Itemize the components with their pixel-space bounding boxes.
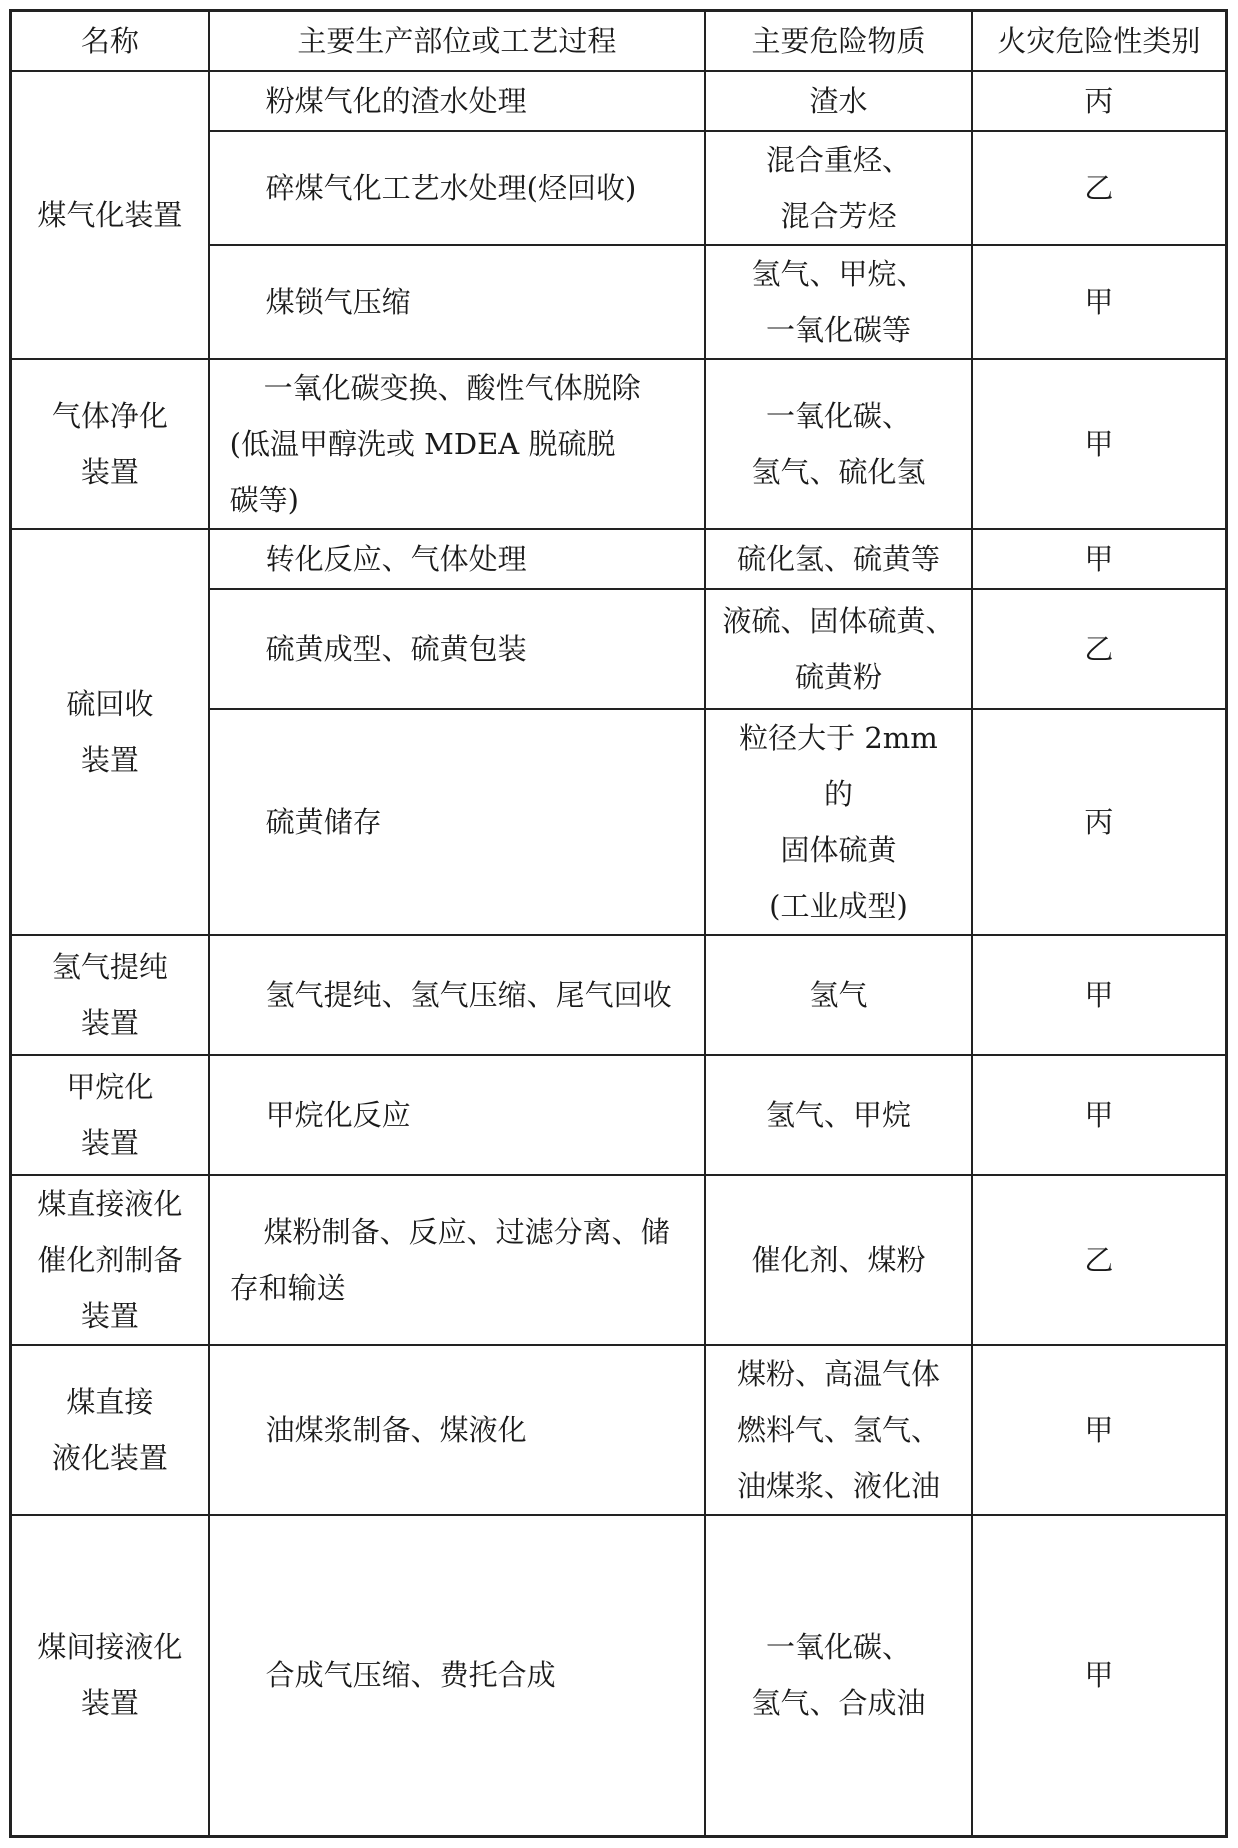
device-name-line: 装置 xyxy=(80,1125,139,1160)
material-cell xyxy=(705,709,972,935)
hazard-table xyxy=(9,9,1228,1838)
process-cell xyxy=(209,245,706,359)
material-line: 硫化氢、硫黄等 xyxy=(736,541,940,576)
header-name: 名称 xyxy=(11,11,209,71)
device-name-cell xyxy=(11,1345,209,1515)
table-row xyxy=(11,1175,1227,1345)
device-name-cell xyxy=(11,1055,209,1175)
process-line: 甲烷化反应 xyxy=(265,1097,411,1132)
category-cell: 甲 xyxy=(972,1345,1227,1515)
process-line: 硫黄储存 xyxy=(265,804,382,839)
process-cell xyxy=(209,529,706,589)
device-name-cell xyxy=(11,71,209,359)
material-line: 硫黄粉 xyxy=(794,659,882,694)
category-cell: 甲 xyxy=(972,359,1227,529)
process-line: 存和输送 xyxy=(229,1270,346,1305)
material-line: 氢气、合成油 xyxy=(751,1686,926,1721)
material-line: 固体硫黄 xyxy=(780,832,897,867)
category-cell: 甲 xyxy=(972,529,1227,589)
device-name-line: 煤气化装置 xyxy=(37,197,183,232)
material-line: 氢气、甲烷、 xyxy=(751,256,926,291)
material-cell xyxy=(705,359,972,529)
header-row xyxy=(11,11,1227,71)
device-name-cell xyxy=(11,935,209,1055)
process-line: 油煤浆制备、煤液化 xyxy=(265,1412,527,1447)
device-name-line: 煤直接 xyxy=(66,1384,154,1419)
process-line: 一氧化碳变换、酸性气体脱除 xyxy=(263,370,641,405)
process-line: (低温甲醇洗或 MDEA 脱硫脱 xyxy=(229,426,616,461)
process-line: 硫黄成型、硫黄包装 xyxy=(265,631,527,666)
material-line: 催化剂、煤粉 xyxy=(751,1242,926,1277)
device-name-line: 装置 xyxy=(80,1298,139,1333)
category-cell: 丙 xyxy=(972,71,1227,131)
process-line: 煤锁气压缩 xyxy=(265,284,411,319)
process-cell xyxy=(209,589,706,709)
category-cell: 乙 xyxy=(972,589,1227,709)
material-cell xyxy=(705,589,972,709)
table-row xyxy=(11,1345,1227,1515)
device-name-line: 液化装置 xyxy=(51,1440,168,1475)
material-line: 一氧化碳、 xyxy=(765,398,911,433)
material-line: 油煤浆、液化油 xyxy=(736,1468,940,1503)
device-name-line: 煤间接液化 xyxy=(37,1630,183,1665)
category-cell: 乙 xyxy=(972,1175,1227,1345)
process-cell xyxy=(209,131,706,245)
process-cell xyxy=(209,709,706,935)
material-line: 混合重烃、 xyxy=(765,142,911,177)
material-cell xyxy=(705,1175,972,1345)
category-cell: 丙 xyxy=(972,709,1227,935)
device-name-cell xyxy=(11,1175,209,1345)
process-line: 粉煤气化的渣水处理 xyxy=(265,83,527,118)
material-line: 氢气、硫化氢 xyxy=(751,454,926,489)
process-line: 煤粉制备、反应、过滤分离、储 xyxy=(263,1214,670,1249)
device-name-cell xyxy=(11,1515,209,1837)
material-cell xyxy=(705,529,972,589)
process-cell xyxy=(209,359,706,529)
material-cell xyxy=(705,1515,972,1837)
material-cell xyxy=(705,935,972,1055)
device-name-line: 装置 xyxy=(80,742,139,777)
material-line: (工业成型) xyxy=(769,888,908,923)
process-cell xyxy=(209,1345,706,1515)
material-cell xyxy=(705,71,972,131)
category-cell: 甲 xyxy=(972,935,1227,1055)
process-line: 氢气提纯、氢气压缩、尾气回收 xyxy=(265,977,672,1012)
header-material: 主要危险物质 xyxy=(705,11,972,71)
material-line: 混合芳烃 xyxy=(780,198,897,233)
process-line: 转化反应、气体处理 xyxy=(265,541,527,576)
material-line: 燃料气、氢气、 xyxy=(736,1412,940,1447)
material-line: 煤粉、高温气体 xyxy=(736,1356,940,1391)
header-category: 火灾危险性类别 xyxy=(972,11,1227,71)
device-name-line: 硫回收 xyxy=(66,686,154,721)
device-name-line: 气体净化 xyxy=(51,398,168,433)
category-cell: 甲 xyxy=(972,1055,1227,1175)
process-line: 合成气压缩、费托合成 xyxy=(265,1658,556,1693)
material-line: 粒径大于 2mm 的 xyxy=(739,720,938,811)
category-cell: 甲 xyxy=(972,1515,1227,1837)
device-name-line: 甲烷化 xyxy=(66,1069,154,1104)
process-cell xyxy=(209,1055,706,1175)
process-cell xyxy=(209,935,706,1055)
material-cell xyxy=(705,1345,972,1515)
process-cell xyxy=(209,1515,706,1837)
device-name-cell xyxy=(11,529,209,935)
table-row xyxy=(11,359,1227,529)
device-name-line: 装置 xyxy=(80,454,139,489)
device-name-line: 催化剂制备 xyxy=(37,1242,183,1277)
table-row xyxy=(11,935,1227,1055)
device-name-line: 煤直接液化 xyxy=(37,1186,183,1221)
table-row xyxy=(11,1055,1227,1175)
category-cell: 甲 xyxy=(972,245,1227,359)
process-line: 碳等) xyxy=(229,482,299,517)
material-cell xyxy=(705,1055,972,1175)
device-name-line: 装置 xyxy=(80,1005,139,1040)
material-cell xyxy=(705,131,972,245)
material-line: 一氧化碳、 xyxy=(765,1630,911,1665)
table-row xyxy=(11,529,1227,589)
material-cell xyxy=(705,245,972,359)
table-row xyxy=(11,71,1227,131)
material-line: 渣水 xyxy=(809,83,868,118)
device-name-line: 装置 xyxy=(80,1686,139,1721)
category-cell: 乙 xyxy=(972,131,1227,245)
material-line: 一氧化碳等 xyxy=(765,312,911,347)
table-row xyxy=(11,1515,1227,1837)
material-line: 氢气 xyxy=(809,977,868,1012)
material-line: 液硫、固体硫黄、 xyxy=(722,603,955,638)
process-cell xyxy=(209,1175,706,1345)
header-process: 主要生产部位或工艺过程 xyxy=(209,11,706,71)
process-line: 碎煤气化工艺水处理(烃回收) xyxy=(265,170,637,205)
device-name-line: 氢气提纯 xyxy=(51,949,168,984)
process-cell xyxy=(209,71,706,131)
material-line: 氢气、甲烷 xyxy=(765,1097,911,1132)
device-name-cell xyxy=(11,359,209,529)
